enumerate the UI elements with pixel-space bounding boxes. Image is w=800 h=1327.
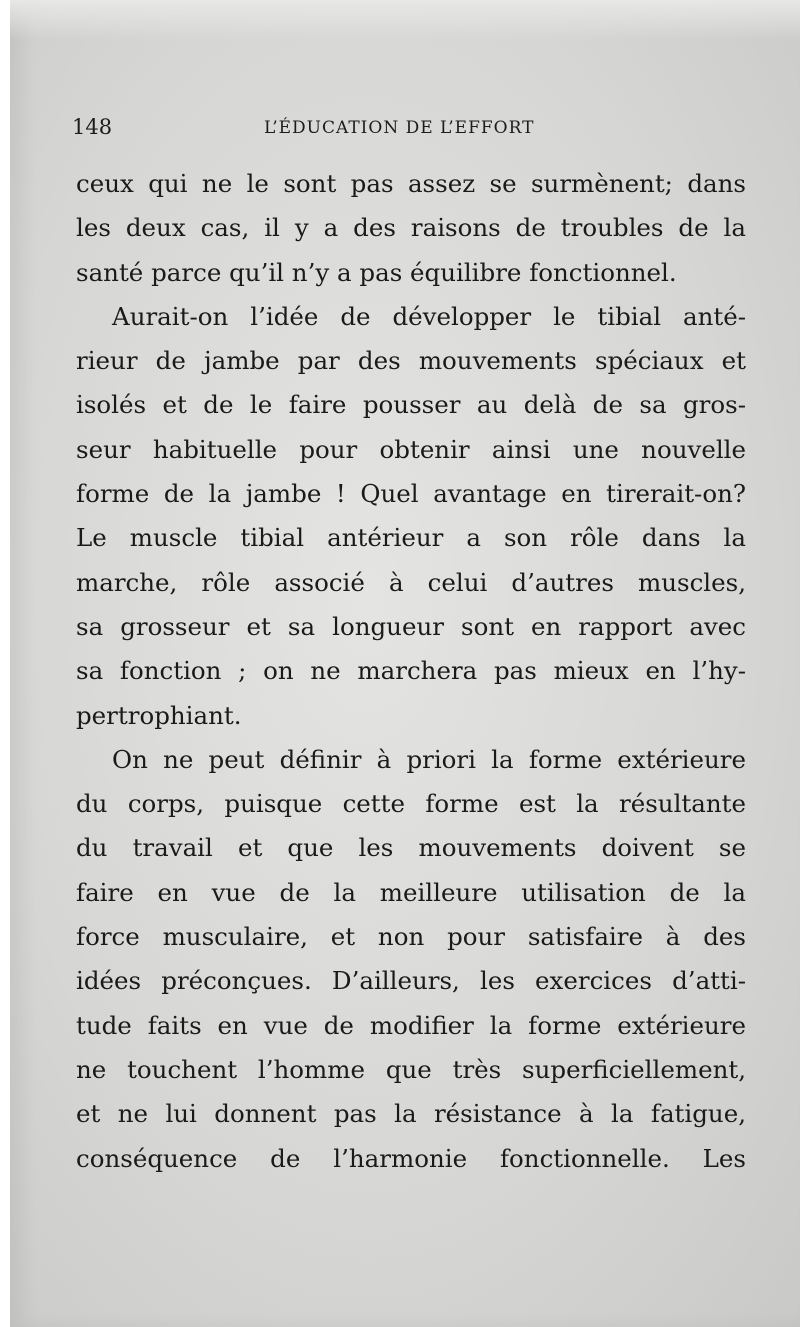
text-line: les deux cas, il y a des raisons de troubles de la <box>76 213 746 243</box>
text-line: rieur de jambe par des mouvements spéciaux et <box>76 346 746 376</box>
text-line: idées préconçues. D’ailleurs, les exercices d’atti- <box>76 966 746 996</box>
text-line: isolés et de le faire pousser au delà de sa gros- <box>76 390 746 420</box>
page-number: 148 <box>72 115 113 139</box>
text-line: sa grosseur et sa longueur sont en rapport avec <box>76 611 746 641</box>
text-line: conséquence de l’harmonie fonctionnelle. Les <box>76 1143 746 1173</box>
text-line: tude faits en vue de modifier la forme extérieure <box>76 1010 746 1040</box>
body-text <box>76 162 746 1181</box>
text-line: marche, rôle associé à celui d’autres muscles, <box>76 567 746 597</box>
text-line: faire en vue de la meilleure utilisation de la <box>76 877 746 907</box>
text-line: ceux qui ne le sont pas assez se surmènent; dans <box>76 169 746 198</box>
text-line: pertrophiant. <box>76 700 242 730</box>
text-line: On ne peut définir à priori la forme extérieure <box>112 744 746 774</box>
text-line: ne touchent l’homme que très superficiellement, <box>76 1054 746 1084</box>
text-line: santé parce qu’il n’y a pas équilibre fonctionnel. <box>76 257 677 287</box>
text-line: force musculaire, et non pour satisfaire à des <box>76 922 746 952</box>
text-line: du travail et que les mouvements doivent se <box>76 833 746 863</box>
text-line: Aurait-on l’idée de développer le tibial anté- <box>112 301 746 331</box>
text-line: sa fonction ; on ne marchera pas mieux en l’hy- <box>76 656 746 686</box>
book-page <box>10 0 800 1327</box>
text-line: seur habituelle pour obtenir ainsi une nouvelle <box>76 434 746 464</box>
running-head <box>72 112 772 142</box>
running-title: L’ÉDUCATION DE L’EFFORT <box>264 118 535 138</box>
text-line: Le muscle tibial antérieur a son rôle dans la <box>76 523 746 553</box>
text-line: et ne lui donnent pas la résistance à la fatigue, <box>76 1099 746 1129</box>
text-line: du corps, puisque cette forme est la résultante <box>76 789 746 819</box>
text-line: forme de la jambe ! Quel avantage en tirerait-on? <box>76 479 746 509</box>
